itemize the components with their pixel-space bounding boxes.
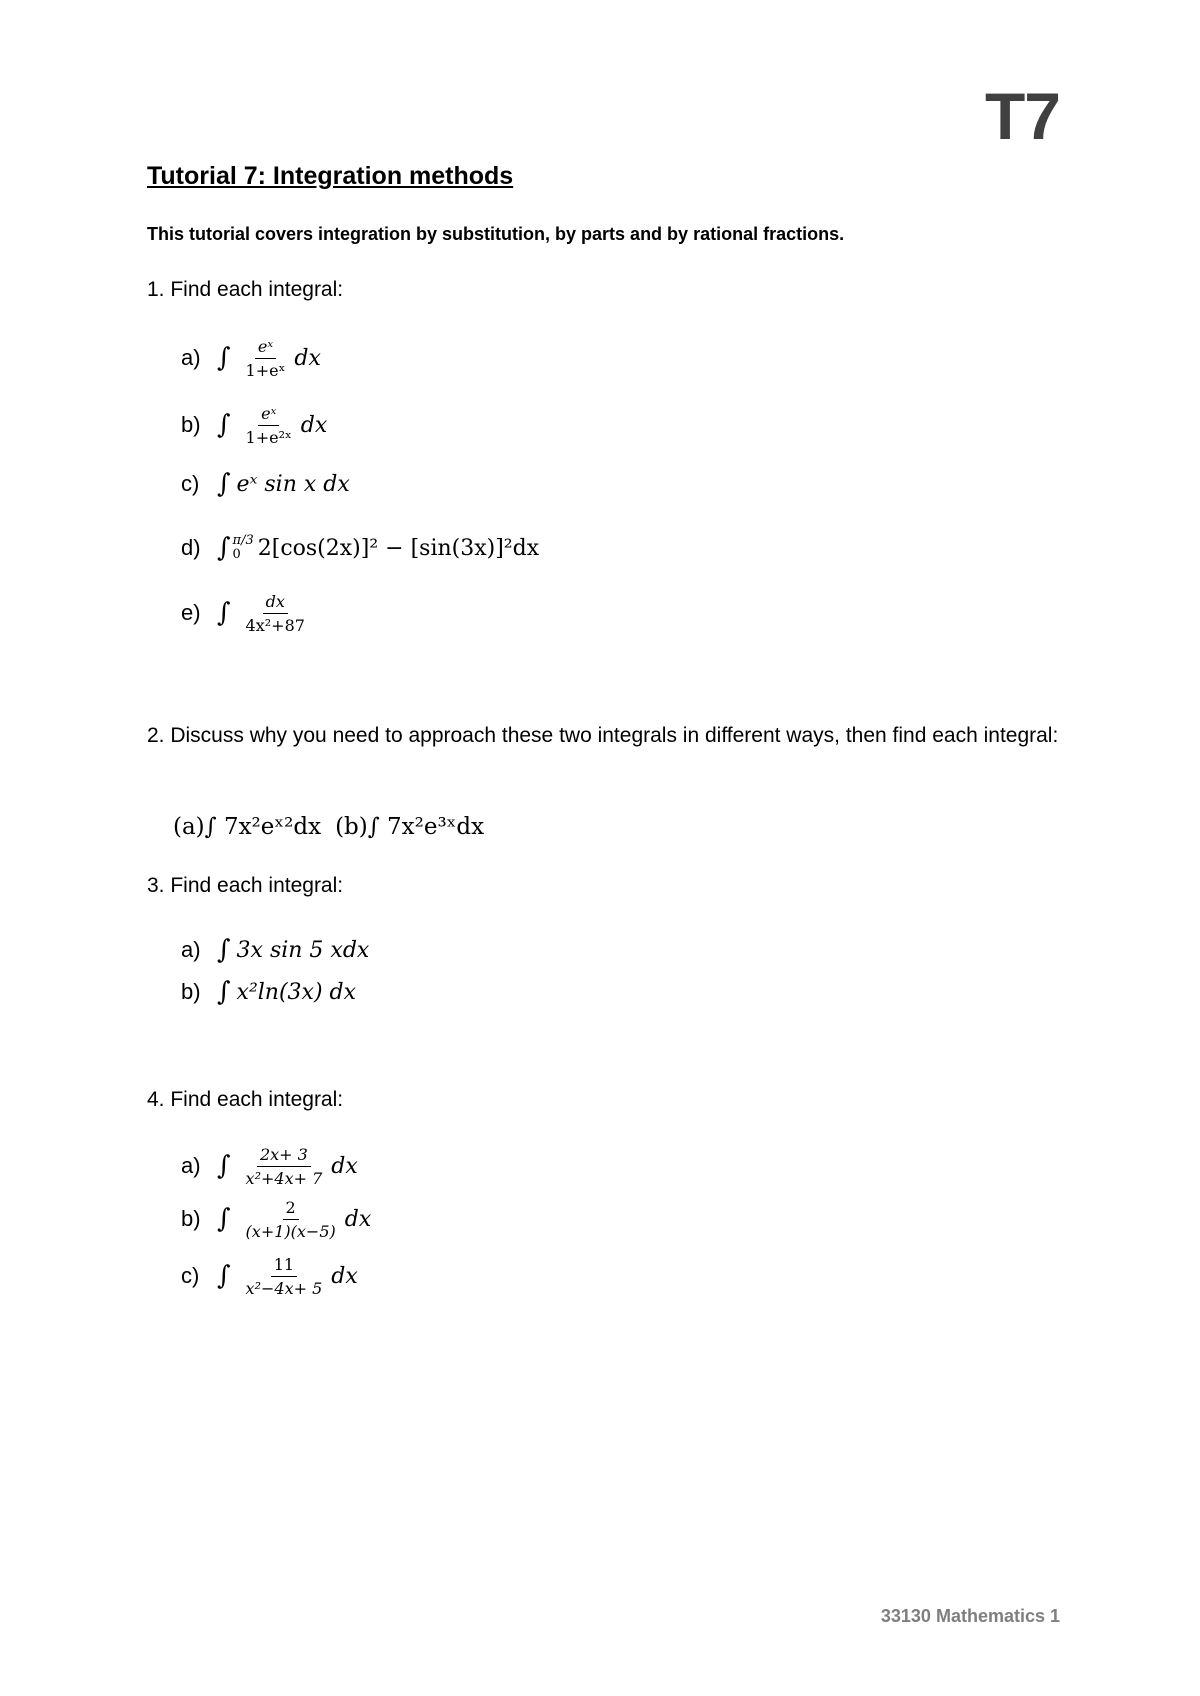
- integrand: 3x sin 5 xdx: [236, 937, 370, 963]
- item-label: a): [181, 937, 201, 962]
- item-label: e): [181, 600, 201, 625]
- integral-expression: [217, 337, 321, 380]
- item-label: a): [181, 1153, 201, 1178]
- integral-expression: [217, 1198, 371, 1241]
- numerator: 11: [271, 1255, 297, 1277]
- integral-expression: [217, 1255, 358, 1298]
- integral-sign-icon: ∫: [217, 469, 231, 499]
- integrand: x²ln(3x) dx: [236, 979, 357, 1005]
- denominator: (x+1)(x−5): [245, 1221, 336, 1241]
- integral-expression: [217, 469, 350, 499]
- q1-item-b: [181, 395, 327, 455]
- differential: dx: [300, 412, 328, 438]
- integral-expression: [217, 404, 327, 447]
- item-label: c): [181, 1263, 200, 1288]
- fraction: [243, 337, 289, 380]
- integral-sign-icon: ∫: [217, 343, 231, 373]
- q4-item-a: [181, 1136, 358, 1196]
- item-label: a): [181, 345, 201, 370]
- q1-heading: 1. Find each integral:: [147, 278, 344, 301]
- item-label: c): [181, 471, 200, 496]
- integral-sign-icon: ∫: [217, 977, 231, 1007]
- item-label: d): [181, 535, 201, 560]
- integrand: 2[cos(2x)]² − [sin(3x)]²dx: [257, 535, 540, 561]
- differential: dx: [331, 1153, 358, 1179]
- lower-limit: 0: [232, 547, 241, 562]
- item-label: b): [181, 412, 201, 437]
- integral-sign-icon: ∫: [217, 1204, 231, 1234]
- integrand: eˣ sin x dx: [236, 471, 350, 497]
- denominator: 4x²+87: [245, 615, 305, 635]
- integral-expression: [217, 977, 356, 1007]
- q2-heading: 2. Discuss why you need to approach these two integrals in different ways, then find each integral:: [147, 724, 1059, 747]
- numerator: 2x+ 3: [257, 1145, 311, 1167]
- integral-sign-icon: ∫: [217, 410, 231, 440]
- denominator: 1+e²ˣ: [245, 427, 292, 447]
- q4-heading: 4. Find each integral:: [147, 1088, 344, 1111]
- intro-text: This tutorial covers integration by substitution, by parts and by rational fractions.: [147, 224, 845, 244]
- item-label: b): [181, 979, 201, 1004]
- q1-item-e: [181, 583, 314, 643]
- integral-sign-icon: ∫: [217, 1261, 231, 1291]
- integral-expression: [217, 592, 314, 635]
- fraction: [243, 592, 308, 635]
- course-footer: 33130 Mathematics 1: [880, 1606, 1060, 1626]
- fraction: [243, 1198, 339, 1241]
- q2-integral-a: (a)∫ 7x²eˣ²dx: [173, 814, 322, 840]
- integral-sign-icon: ∫: [217, 935, 231, 965]
- numerator: eˣ: [255, 337, 276, 359]
- integral-expression: [217, 533, 539, 563]
- denominator: 1+eˣ: [245, 360, 286, 380]
- q4-item-c: [181, 1246, 358, 1306]
- integral-limits: [233, 534, 254, 562]
- item-label: b): [181, 1206, 201, 1231]
- integral-expression: [217, 1145, 358, 1188]
- q1-item-d: [181, 518, 539, 578]
- integral-sign-icon: ∫: [217, 598, 231, 628]
- q3-heading: 3. Find each integral:: [147, 874, 344, 897]
- q1-item-c: [181, 454, 350, 514]
- integral-expression: [217, 935, 369, 965]
- q1-item-a: [181, 328, 321, 388]
- differential: dx: [331, 1263, 358, 1289]
- q3-item-b: [181, 962, 356, 1022]
- fraction: [243, 1255, 326, 1298]
- fraction: [243, 404, 295, 447]
- differential: dx: [344, 1206, 372, 1232]
- differential: dx: [294, 345, 321, 371]
- integral-sign-icon: ∫: [217, 533, 231, 563]
- tutorial-badge: T7: [984, 79, 1060, 153]
- integral-sign-icon: ∫: [217, 1151, 231, 1181]
- numerator: dx: [263, 592, 288, 614]
- q2-integral-b: (b)∫ 7x²e³ˣdx: [335, 814, 485, 840]
- q4-item-b: [181, 1189, 371, 1249]
- numerator: eˣ: [258, 404, 279, 426]
- denominator: x²+4x+ 7: [245, 1168, 323, 1188]
- denominator: x²−4x+ 5: [245, 1278, 323, 1298]
- q2-integrals: [173, 814, 484, 840]
- numerator: 2: [283, 1198, 299, 1220]
- upper-limit: π/3: [232, 533, 254, 548]
- fraction: [243, 1145, 326, 1188]
- page-title: Tutorial 7: Integration methods: [147, 162, 514, 190]
